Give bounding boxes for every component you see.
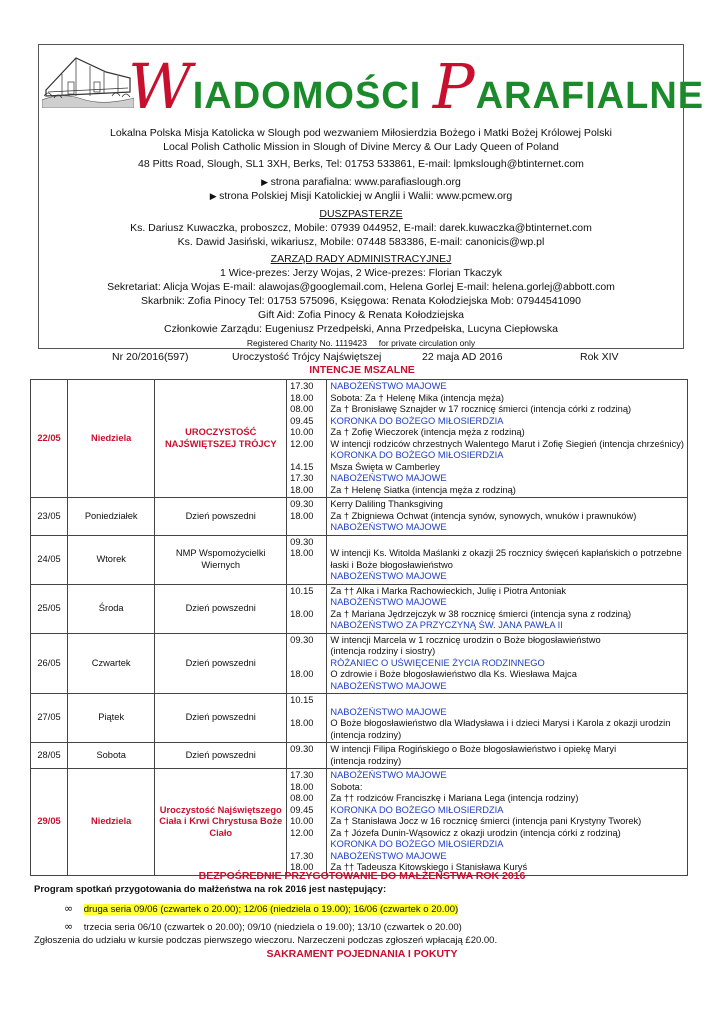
marriage-note: Zgłoszenia do udziału w kursie podczas pierwszego wieczoru. Narzeczeni podczas zgłoszeń wpłacają £20.00. — [34, 935, 498, 946]
triangle-bullet-icon: ▶ — [261, 177, 271, 187]
row-occasion: UROCZYSTOŚĆ NAJŚWIĘTSZEJ TRÓJCY — [155, 380, 287, 498]
mass-time: 09.30 — [290, 499, 314, 509]
row-intentions — [327, 535, 688, 584]
row-intentions — [327, 633, 688, 694]
mass-intention: (intencja rodziny) — [330, 755, 402, 766]
mass-time — [290, 522, 323, 534]
mass-intention: NABOŻEŃSTWO MAJOWE — [330, 473, 447, 483]
mass-time: 18.00 — [290, 392, 314, 403]
table-row — [31, 743, 688, 769]
row-times — [287, 743, 327, 769]
mass-intention: RÓŻANIEC O UŚWIĘCENIE ŻYCIA RODZINNEGO — [330, 657, 545, 668]
mass-intention: Za † Zofię Wieczorek (intencja męża z rodziną) — [330, 427, 525, 437]
row-day: Środa — [68, 584, 155, 633]
pastors-heading: DUSZPASTERZE — [319, 208, 403, 220]
mass-intention: NABOŻEŃSTWO MAJOWE — [330, 850, 447, 861]
board-line-5: Członkowie Zarządu: Eugeniusz Przedpełski, Anna Przedpełska, Lucyna Ciepłowska — [164, 323, 558, 335]
table-row — [31, 380, 688, 498]
mass-time: 18.00 — [290, 484, 314, 495]
mass-intention: Za †† Tadeusza Kitowskiego i Stanisława Kuryś — [330, 862, 528, 872]
mass-time: 17.30 — [290, 381, 314, 391]
mass-time: 08.00 — [290, 404, 314, 414]
mass-intention — [330, 537, 684, 549]
mass-time: 18.00 — [290, 510, 314, 521]
mass-time: 09.45 — [290, 415, 314, 426]
pmk-website-link[interactable]: ▶ strona Polskiej Misji Katolickiej w Anglii i Walii: www.pcmew.org — [209, 190, 513, 202]
mass-intention: Za † Helenę Siatka (intencja męża z rodziną) — [330, 484, 516, 495]
table-row — [31, 633, 688, 694]
row-date: 24/05 — [31, 535, 68, 584]
row-occasion: Uroczystość Najświętszego Ciała i Krwi Chrystusa Boże Ciało — [155, 769, 287, 876]
mass-time — [290, 681, 323, 693]
row-intentions — [327, 694, 688, 743]
row-times — [287, 694, 327, 743]
row-date: 23/05 — [31, 498, 68, 536]
board-line-1: 1 Wice-prezes: Jerzy Wojas, 2 Wice-prezes: Florian Tkaczyk — [219, 267, 503, 279]
mass-intention: O Boże błogosławieństwo dla Władysława i i dzieci Marysi i Karola z okazji urodzin — [330, 718, 671, 728]
mass-intention: KORONKA DO BOŻEGO MIŁOSIERDZIA — [330, 804, 504, 815]
row-times — [287, 633, 327, 694]
mass-intention: Za †† rodziców Franciszkę i Mariana Lega (intencja rodziny) — [330, 793, 579, 803]
mass-intention: Msza Święta w Camberley — [330, 461, 440, 472]
mass-intention: W intencji Filipa Rogińskiego o Boże błogosławieństwo i opiekę Maryi — [330, 744, 617, 754]
row-intentions — [327, 769, 688, 876]
mass-intention: NABOŻEŃSTWO MAJOWE — [330, 770, 447, 780]
mass-time — [290, 646, 323, 658]
row-times — [287, 498, 327, 536]
issue-number: Nr 20/2016(597) — [112, 351, 189, 363]
issue-feast: Uroczystość Trójcy Najświętszej — [232, 351, 382, 363]
mass-time: 08.00 — [290, 793, 314, 803]
mass-time — [290, 597, 323, 609]
marriage-series-1: ∞ druga seria 09/06 (czwartek o 20.00); 12/06 (niedziela o 19.00); 16/06 (czwartek o 20.00) — [64, 902, 459, 915]
row-times — [287, 535, 327, 584]
mass-time — [290, 839, 323, 851]
mass-intention: KORONKA DO BOŻEGO MIŁOSIERDZIA — [330, 839, 504, 849]
table-row — [31, 498, 688, 536]
row-occasion: Dzień powszedni — [155, 743, 287, 769]
mass-time — [290, 707, 323, 719]
mass-intention: łaski i Boże błogosławieństwo — [330, 559, 453, 570]
mass-time: 12.00 — [290, 438, 314, 449]
mass-intention: NABOŻEŃSTWO MAJOWE — [330, 680, 447, 691]
row-times — [287, 769, 327, 876]
mass-time: 18.00 — [290, 548, 314, 558]
mass-intention: Kerry Daliling Thanksgiving — [330, 499, 443, 509]
mass-time — [290, 571, 323, 583]
issue-date: 22 maja AD 2016 — [422, 351, 503, 363]
mass-intention: NABOŻEŃSTWO MAJOWE — [330, 381, 447, 391]
mass-intention: Za † Bronisławę Sznajder w 17 rocznicę śmierci (intencja córki z rodziną) — [330, 404, 632, 414]
pastor-1: Ks. Dariusz Kuwaczka, proboszcz, Mobile: 07939 044952, E-mail: darek.kuwaczka@btinternet.com — [130, 222, 592, 234]
row-intentions — [327, 498, 688, 536]
parish-website-link[interactable]: ▶ strona parafialna: www.parafiaslough.org — [261, 176, 461, 188]
mass-time: 10.15 — [290, 695, 314, 705]
row-day: Sobota — [68, 743, 155, 769]
row-day: Wtorek — [68, 535, 155, 584]
confession-heading: SAKRAMENT POJEDNANIA I POKUTY — [266, 948, 458, 960]
mass-intention: Za † Józefa Dunin-Wąsowicz z okazji urodzin (intencja córki z rodziną) — [330, 827, 621, 838]
mass-time: 09.30 — [290, 536, 314, 547]
board-line-4: Gift Aid: Zofia Pinocy & Renata Kołodziejska — [257, 309, 465, 321]
mass-time: 17.30 — [290, 473, 314, 483]
mass-time: 10.15 — [290, 585, 314, 596]
infinity-bullet-icon: ∞ — [64, 920, 74, 933]
board-heading: ZARZĄD RADY ADMINISTRACYJNEJ — [270, 253, 452, 265]
row-day: Poniedziałek — [68, 498, 155, 536]
mass-intention: Sobota: Za † Helenę Mika (intencja męża) — [330, 392, 505, 403]
row-day: Czwartek — [68, 633, 155, 694]
infinity-bullet-icon: ∞ — [64, 902, 74, 915]
mass-intention: Za † Mariana Jędrzejczyk w 38 rocznicę śmierci (intencja syna z rodziną) — [330, 608, 632, 619]
mass-time — [290, 560, 323, 572]
row-occasion: Dzień powszedni — [155, 694, 287, 743]
row-date: 25/05 — [31, 584, 68, 633]
table-row — [31, 694, 688, 743]
row-occasion: Dzień powszedni — [155, 584, 287, 633]
mass-intention: NABOŻEŃSTWO MAJOWE — [330, 597, 447, 607]
row-intentions — [327, 743, 688, 769]
mass-intention: Za † Stanisława Jocz w 16 rocznicę śmierci (intencja pani Krystyny Tworek) — [330, 816, 642, 826]
subtitle-polish: Lokalna Polska Misja Katolicka w Slough pod wezwaniem Miłosierdzia Bożego i Matki Bożej Królowej Polski — [110, 127, 612, 139]
mass-intention — [330, 695, 684, 707]
mass-time: 18.00 — [290, 669, 314, 679]
marriage-intro: Program spotkań przygotowania do małżeństwa na rok 2016 jest następujący: — [34, 884, 387, 895]
triangle-bullet-icon: ▶ — [209, 191, 220, 201]
row-date: 22/05 — [31, 380, 68, 498]
issue-year: Rok XIV — [580, 351, 619, 363]
row-date: 27/05 — [31, 694, 68, 743]
mass-time — [290, 756, 323, 768]
table-row — [31, 535, 688, 584]
mass-intention: (intencja rodziny i siostry) — [330, 646, 436, 656]
mass-time: 17.30 — [290, 850, 314, 861]
mass-time — [290, 658, 323, 670]
board-line-3: Skarbnik: Zofia Pinocy Tel: 01753 575096, Księgowa: Renata Kołodziejska Mob: 07944541090 — [141, 295, 581, 307]
charity-line: Registered Charity No. 1119423 for private circulation only — [246, 338, 476, 348]
row-occasion: Dzień powszedni — [155, 498, 287, 536]
mass-intentions-table — [30, 379, 688, 876]
mass-time: 17.30 — [290, 770, 314, 780]
mass-time — [290, 620, 323, 632]
table-row — [31, 584, 688, 633]
marriage-prep-heading: BEZPOŚREDNIE PRZYGOTOWANIE DO MAŁŻEŃSTWA ROK 2016 — [198, 870, 526, 882]
mass-intention: NABOŻEŃSTWO MAJOWE — [330, 706, 447, 717]
row-day: Piątek — [68, 694, 155, 743]
row-day: Niedziela — [68, 769, 155, 876]
mass-time: 18.00 — [290, 862, 314, 872]
mass-time: 09.30 — [290, 744, 314, 754]
mass-time: 18.00 — [290, 781, 314, 792]
row-intentions — [327, 584, 688, 633]
mass-intention: Za †† Alka i Marka Rachowieckich, Julię i Piotra Antoniak — [330, 585, 567, 596]
row-intentions — [327, 380, 688, 498]
table-row — [31, 769, 688, 876]
subtitle-english: Local Polish Catholic Mission in Slough of Divine Mercy & Our Lady Queen of Poland — [163, 141, 559, 153]
row-day: Niedziela — [68, 380, 155, 498]
mass-time: 10.00 — [290, 816, 314, 826]
issue-line — [112, 351, 672, 365]
mass-time: 12.00 — [290, 827, 314, 838]
mass-intention: KORONKA DO BOŻEGO MIŁOSIERDZIA — [330, 450, 504, 460]
mass-intention: Za † Zbigniewa Ochwat (intencja synów, synowych, wnuków i prawnuków) — [330, 510, 637, 521]
board-line-2: Sekretariat: Alicja Wojas E-mail: alawojas@googlemail.com, Helena Gorlej E-mail: helena.gorlej@abbott.com — [107, 281, 615, 293]
mass-intention: Sobota: — [330, 781, 363, 792]
row-occasion: Dzień powszedni — [155, 633, 287, 694]
row-times — [287, 584, 327, 633]
mass-time: 10.00 — [290, 427, 314, 437]
mass-time: 09.45 — [290, 804, 314, 815]
mass-time — [290, 730, 323, 742]
mass-intention: NABOŻEŃSTWO MAJOWE — [330, 571, 447, 581]
pastor-2: Ks. Dawid Jasiński, wikariusz, Mobile: 07448 583386, E-mail: canonicis@wp.pl — [177, 236, 545, 248]
newsletter-title: WIADOMOŚCI PARAFIALNE — [128, 50, 705, 123]
mass-intentions-heading: INTENCJE MSZALNE — [309, 364, 415, 376]
mass-intention: W intencji Ks. Witolda Maślanki z okazji 25 rocznicy święceń kapłańskich o potrzebne — [330, 548, 682, 558]
mass-time: 09.30 — [290, 634, 314, 645]
row-date: 29/05 — [31, 769, 68, 876]
mass-intention: W intencji Marcela w 1 rocznicę urodzin o Boże błogosławieństwo — [330, 634, 601, 645]
row-date: 26/05 — [31, 633, 68, 694]
row-date: 28/05 — [31, 743, 68, 769]
mass-intention: (intencja rodziny) — [330, 729, 402, 740]
mass-intention: KORONKA DO BOŻEGO MIŁOSIERDZIA — [330, 415, 504, 426]
mass-intention: W intencji rodziców chrzestnych Walentego Marut i Zofię Siegień (intencja chrześnicy) — [330, 438, 684, 449]
mass-time — [290, 450, 323, 462]
mass-intention: NABOŻEŃSTWO MAJOWE — [330, 522, 447, 532]
mass-time: 14.15 — [290, 461, 314, 472]
marriage-series-2: ∞ trzecia seria 06/10 (czwartek o 20.00); 09/10 (niedziela o 19.00); 13/10 (czwartek o 20.00) — [64, 920, 462, 933]
mass-time: 18.00 — [290, 718, 314, 728]
mass-intention: O zdrowie i Boże błogosławieństwo dla Ks. Wiesława Majca — [330, 669, 577, 679]
row-occasion: NMP Wspomożycielki Wiernych — [155, 535, 287, 584]
row-times — [287, 380, 327, 498]
mass-intention: NABOŻEŃSTWO ZA PRZYCZYNĄ ŚW. JANA PAWŁA II — [330, 620, 563, 630]
parish-address: 48 Pitts Road, Slough, SL1 3XH, Berks, Tel: 01753 533861, E-mail: lpmkslough@btinternet.com — [138, 158, 584, 170]
church-illustration — [42, 52, 134, 108]
mass-time: 18.00 — [290, 608, 314, 619]
